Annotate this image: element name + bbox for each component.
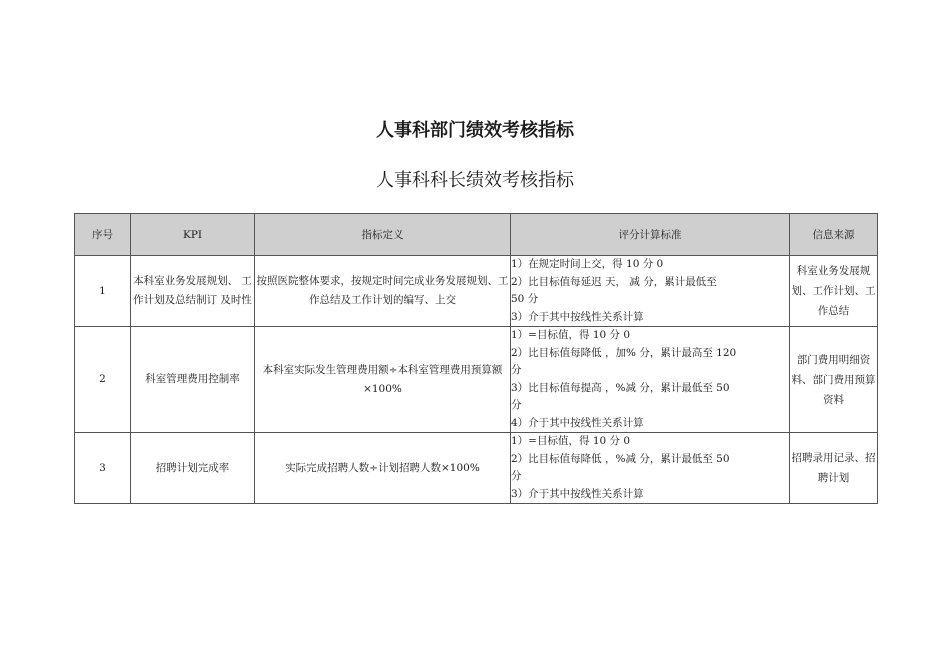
criteria-line: 1）=目标值，得 10 分 0 bbox=[511, 435, 631, 447]
criteria-line: 分 bbox=[511, 470, 522, 482]
cell-definition: 本科室实际发生管理费用额÷本科室管理费用预算额×100% bbox=[255, 327, 511, 433]
page-title: 人事科部门绩效考核指标 bbox=[376, 120, 574, 141]
criteria-line: 2）比目标值每降低 ，%减 分，累计最低至 50 bbox=[511, 452, 730, 465]
cell-seq: 2 bbox=[75, 327, 131, 433]
criteria-line: 1）在规定时间上交，得 10 分 0 bbox=[511, 258, 664, 270]
cell-criteria bbox=[511, 256, 790, 327]
criteria-line: 3）介于其中按线性关系计算 bbox=[511, 487, 644, 500]
criteria-clip bbox=[511, 433, 789, 503]
cell-kpi: 科室管理费用控制率 bbox=[131, 327, 255, 433]
cell-definition: 实际完成招聘人数÷计划招聘人数×100% bbox=[255, 433, 511, 504]
criteria-line: 分 bbox=[511, 399, 522, 411]
cell-kpi: 本科室业务发展规划、 工作计划及总结制订 及时性 bbox=[131, 256, 255, 327]
header-source: 信息来源 bbox=[790, 214, 878, 256]
header-criteria: 评分计算标准 bbox=[511, 214, 790, 256]
criteria-line: 1）=目标值，得 10 分 0 bbox=[511, 329, 631, 341]
page-subtitle: 人事科科长绩效考核指标 bbox=[376, 170, 574, 191]
criteria-line: 2）比目标值每降低 ，加% 分，累计最高至 120 bbox=[511, 346, 737, 359]
criteria-line: 3）比目标值每提高 ，%减 分，累计最低至 50 bbox=[511, 381, 730, 394]
criteria-line: 4）介于其中按线性关系计算 bbox=[511, 416, 644, 429]
table-row bbox=[75, 433, 878, 504]
criteria-line: 3）介于其中按线性关系计算 bbox=[511, 310, 644, 323]
table-row bbox=[75, 327, 878, 433]
cell-seq: 3 bbox=[75, 433, 131, 504]
cell-criteria bbox=[511, 433, 790, 504]
cell-source: 科室业务发展规划、工作计划、工作总结 bbox=[790, 256, 878, 327]
cell-definition: 按照医院整体要求，按规定时间完成业务发展规划、工作总结及工作计划的编写、上交 bbox=[255, 256, 511, 327]
header-kpi: KPI bbox=[131, 214, 255, 256]
header-definition: 指标定义 bbox=[255, 214, 511, 256]
table-row bbox=[75, 256, 878, 327]
cell-criteria bbox=[511, 327, 790, 433]
table-header-row bbox=[75, 214, 878, 256]
kpi-table bbox=[74, 213, 878, 504]
cell-kpi: 招聘计划完成率 bbox=[131, 433, 255, 504]
cell-source: 招聘录用记录、招聘计划 bbox=[790, 433, 878, 504]
criteria-line: 2）比目标值每延迟 天， 减 分，累计最低至 bbox=[511, 275, 717, 288]
criteria-line: 分 bbox=[511, 364, 522, 376]
cell-source: 部门费用明细资料、部门费用预算资料 bbox=[790, 327, 878, 433]
cell-seq: 1 bbox=[75, 256, 131, 327]
header-seq: 序号 bbox=[75, 214, 131, 256]
criteria-line: 50 分 bbox=[511, 293, 539, 305]
